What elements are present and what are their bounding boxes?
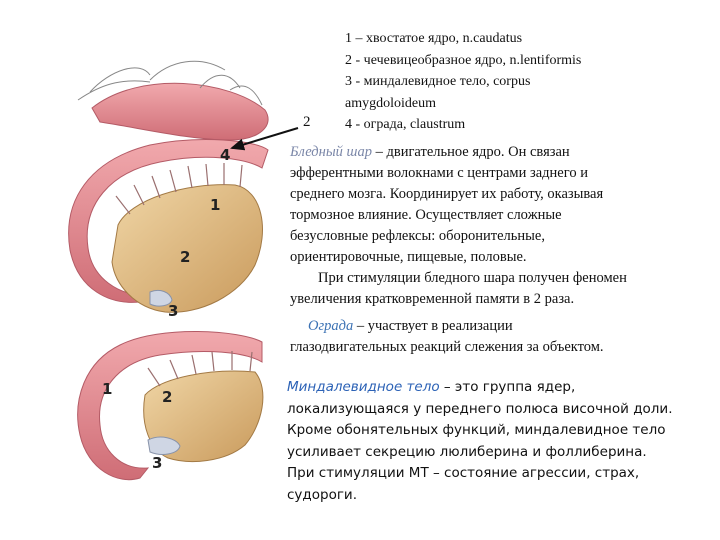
figure-top <box>78 61 268 140</box>
label-1-top: 1 <box>210 196 221 214</box>
legend-item-lentiform: 2 - чечевицеобразное ядро, n.lentiformis <box>345 52 582 68</box>
claustrum-paragraph: Ограда – участвует в реализации глазодвигательных реакций слежения за объектом. <box>290 318 604 355</box>
legend-item-caudate: 1 – хвостатое ядро, n.caudatus <box>345 31 523 46</box>
pale-globus-term: Бледный шар <box>290 144 372 160</box>
pale-globus-paragraph: Бледный шар – двигательное ядро. Он связан эфферентными волокнами с центрами заднего и среднего мозга. Координирует их работу, оказывая тормозное влияние. Осуществляет сложные безусловные рефлексы: оборонительные, ориентировочные, пищевые, половые. При стимуляции бледного шара получен феномен увеличения кратковременной памяти в 2 раза. <box>290 144 627 307</box>
claustrum-term: Ограда <box>308 318 354 334</box>
label-4-top: 4 <box>220 146 231 164</box>
label-3-top: 3 <box>168 302 179 320</box>
legend <box>345 28 581 136</box>
amygdala-paragraph: Миндалевидное тело – это группа ядер, локализующаяся у переднего полюса височной доли. Кроме обонятельных функций, миндалевидное тело усиливает секрецию люлиберина и фоллиберина. При стимуляции МТ – состояние агрессии, страх, судороги. <box>287 379 673 503</box>
label-2-top: 2 <box>180 248 191 266</box>
arrow-label: 2 <box>303 114 311 130</box>
legend-item-amygdala: 3 - миндалевидное тело, corpus <box>345 74 531 89</box>
legend-item-amygdala-cont: amygdoloideum <box>345 95 436 111</box>
label-1-bottom: 1 <box>102 380 113 398</box>
label-3-bottom: 3 <box>152 454 163 472</box>
label-2-bottom: 2 <box>162 388 173 406</box>
figure-middle <box>69 140 268 313</box>
amygdala-term: Миндалевидное тело <box>287 379 440 395</box>
legend-item-claustrum: 4 - ограда, claustrum <box>345 117 466 132</box>
